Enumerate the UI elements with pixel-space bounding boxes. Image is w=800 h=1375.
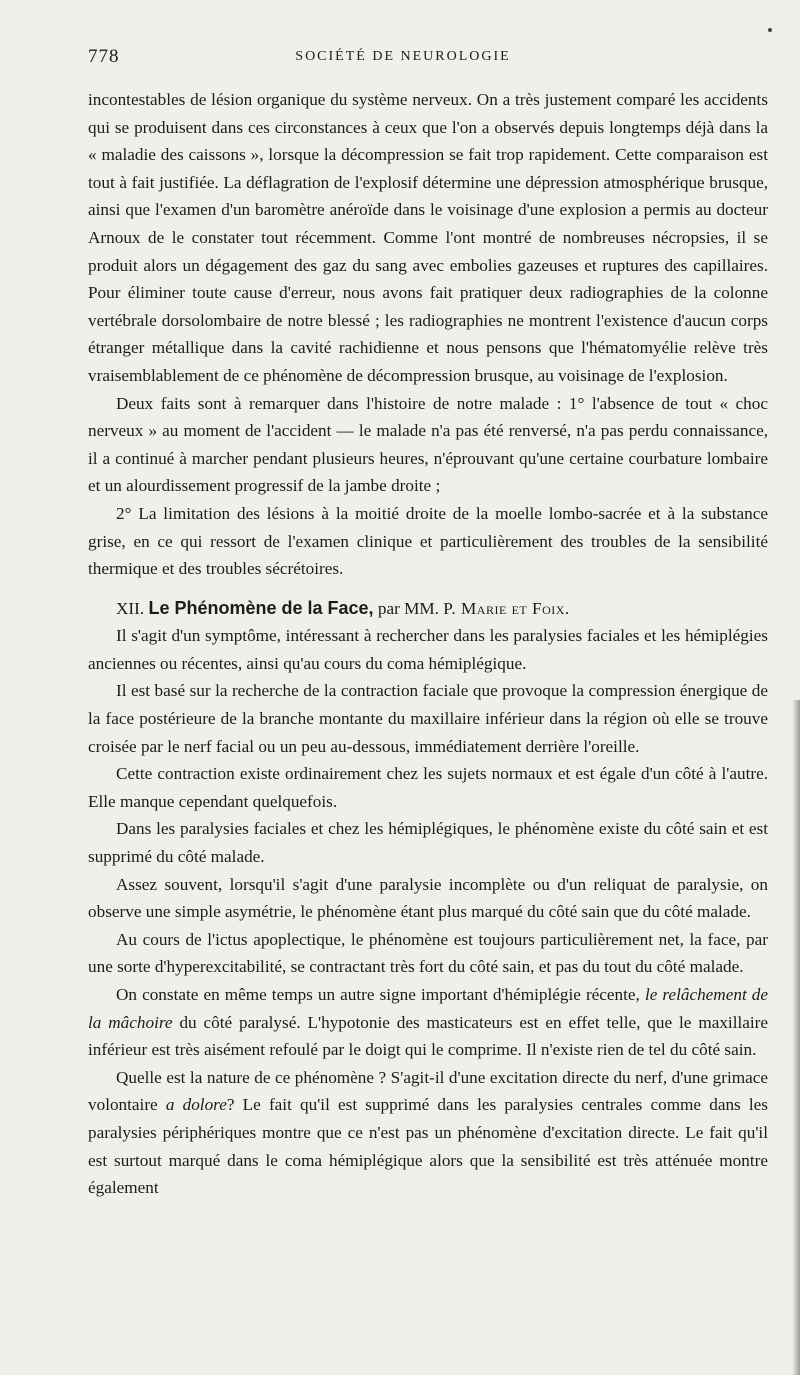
paragraph-10-italic: le relâchement de la mâchoire [88,985,769,1032]
paragraph-4: Il s'agit d'un symptôme, intéressant à rechercher dans les paralysies faciales et les hémiplégies anciennes ou récentes, ainsi qu'au cours du coma hémiplégique. [88,626,768,673]
paragraph-11-end: ? Le fait qu'il est supprimé dans les paralysies centrales comme dans les paralysies périphériques montre que ce n'est pas un phénomène d'excitation directe. Le fait qu'il est surtout marqué dans le coma hémiplégique alors que la sensibilité est très atténuée montre également [88,1095,768,1198]
section-number: XII. [116,598,145,618]
section-by: par MM. [377,598,439,618]
page-header [88,46,758,70]
paragraph-10-end: du côté paralysé. L'hypotonie des masticateurs est en effet telle, que le maxillaire inférieur est très aisément refoulé par le doigt qui le comprime. Il n'existe rien de tel du côté sain. [88,1012,769,1060]
paragraph-2: Deux faits sont à remarquer dans l'histoire de notre malade : 1° l'absence de tout « choc nerveux » au moment de l'accident — le malade n'a pas été renversé, n'a pas perdu connaissance, il a continué à marcher pendant plusieurs heures, n'éprouvant qu'une certaine courbature lombaire et un alourdissement progressif de la jambe droite ; [88,393,768,496]
paragraph-11-start: Quelle est la nature de ce phénomène ? S'agit-il d'une excitation directe du nerf, d'une grimace volontaire [88,1067,768,1115]
body-text [88,86,768,1202]
page-number: 778 [88,46,120,67]
section-heading [88,595,768,623]
section-title: Le Phénomène de la Face, [148,597,374,618]
paragraph-11-italic: a dolore [165,1095,227,1115]
paragraph-8: Assez souvent, lorsqu'il s'agit d'une paralysie incomplète ou d'un reliquat de paralysie, on observe une simple asymétrie, le phénomène étant plus marqué du côté sain que du côté malade. [88,874,768,922]
section-authors: P. Marie et Foix. [443,598,570,618]
paragraph-10 [88,981,768,1064]
page-edge-shadow [792,700,800,1375]
paragraph-5: Il est basé sur la recherche de la contraction faciale que provoque la compression énergique de la face postérieure de la branche montante du maxillaire inférieur dans la région où elle se trouve croisée par le nerf facial ou un peu au-dessous, immédiatement derrière l'oreille. [88,681,768,756]
paragraph-7: Dans les paralysies faciales et chez les hémiplégiques, le phénomène existe du côté sain et est supprimé du côté malade. [88,819,768,867]
paragraph-11 [88,1064,768,1202]
paragraph-1: incontestables de lésion organique du système nerveux. On a très justement comparé les accidents qui se produisent dans ces circonstances à ceux que l'on a observés depuis longtemps déjà dans la « maladie des caissons », lorsque la décompression se fait trop rapidement. Cette comparaison est tout à fait justifiée. La déflagration de l'explosif détermine une dépression atmosphérique brusque, ainsi que l'examen d'un baromètre anéroïde dans le voisinage d'une explosion a permis au docteur Arnoux de le constater tout récemment. Comme l'ont montré de nombreuses nécropsies, il se produit alors un dégagement des gaz du sang avec embolies gazeuses et ruptures des capillaires. Pour éliminer toute cause d'erreur, nous avons fait pratiquer deux radiographies de la colonne vertébrale dorsolombaire de notre blessé ; les radiographies ne montrent l'existence d'aucun corps étranger métallique dans la cavité rachidienne et nous pensons que l'hématomyélie relève très vraisemblablement de ce phénomène de décompression brusque, au voisinage de l'explosion. [88,90,768,385]
paragraph-3: 2° La limitation des lésions à la moitié droite de la moelle lombo-sacrée et à la substance grise, en ce qui ressort de l'examen clinique et particulièrement des troubles de la sensibilité thermique et des troubles sécrétoires. [88,503,768,579]
paragraph-6: Cette contraction existe ordinairement chez les sujets normaux et est égale d'un côté à l'autre. Elle manque cependant quelquefois. [88,764,768,811]
running-title: SOCIÉTÉ DE NEUROLOGIE [295,49,511,64]
paragraph-10-start: On constate en même temps un autre signe important d'hémiplégie récente, [116,985,640,1004]
ink-speck [768,28,772,32]
paragraph-9: Au cours de l'ictus apoplectique, le phénomène est toujours particulièrement net, la face, par une sorte d'hyperexcitabilité, se contractant très fort du côté sain, et pas du tout du côté malade. [88,929,768,977]
